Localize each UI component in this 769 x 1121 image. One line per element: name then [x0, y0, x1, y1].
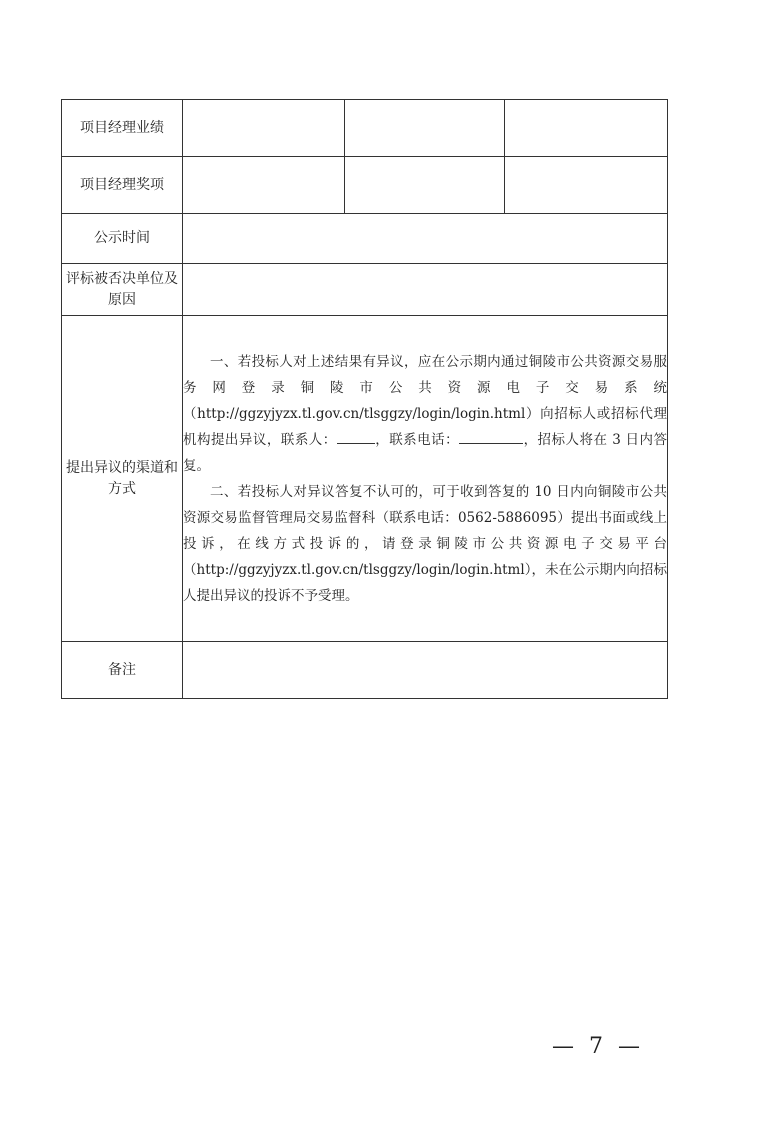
row-objection	[62, 316, 668, 642]
label-pm-awards: 项目经理奖项	[62, 157, 183, 214]
label-rejected-units: 评标被否决单位及原因	[62, 264, 183, 316]
objection-text-1a: 一、若投标人对上述结果有异议，应在公示期内通过铜陵市公共资源交易服务网登录铜陵市公共资源电子交易系统（http://ggzyjyzx.tl.gov.cn/tlsggzy/login/login.html）向招标人或招标代理机构提出异议，联系人：	[183, 353, 667, 448]
cell-pm-performance-1	[183, 100, 345, 157]
cell-rejected-units	[183, 264, 668, 316]
cell-pm-performance-2	[345, 100, 505, 157]
page-number: — 7 —	[552, 1034, 644, 1059]
label-publicity-time: 公示时间	[62, 214, 183, 264]
result-table	[61, 99, 668, 699]
row-pm-performance	[62, 100, 668, 157]
cell-remarks	[183, 642, 668, 699]
cell-objection	[183, 316, 668, 642]
objection-paragraph-1	[183, 349, 667, 479]
objection-text-1c: ，招标人将在 3 日内答复。	[183, 431, 668, 474]
contact-person-blank	[337, 429, 375, 444]
objection-text-1b: ，联系电话：	[374, 431, 460, 448]
label-remarks: 备注	[62, 642, 183, 699]
row-remarks	[62, 642, 668, 699]
objection-paragraph-2: 二、若投标人对异议答复不认可的，可于收到答复的 10 日内向铜陵市公共资源交易监督管理局交易监督科（联系电话：0562-5886095）提出书面或线上投诉，在线方式投诉的，请登录铜陵市公共资源电子交易平台（http://ggzyjyzx.tl.gov.cn/tlsggzy/login/login.html），未在公示期内向招标人提出异议的投诉不予受理。	[183, 483, 667, 604]
cell-publicity-time	[183, 214, 668, 264]
label-pm-performance: 项目经理业绩	[62, 100, 183, 157]
cell-pm-performance-3	[505, 100, 668, 157]
row-pm-awards	[62, 157, 668, 214]
row-publicity-time	[62, 214, 668, 264]
contact-phone-blank	[459, 429, 523, 444]
row-rejected-units	[62, 264, 668, 316]
cell-pm-awards-3	[505, 157, 668, 214]
label-objection: 提出异议的渠道和方式	[62, 316, 183, 642]
cell-pm-awards-2	[345, 157, 505, 214]
cell-pm-awards-1	[183, 157, 345, 214]
